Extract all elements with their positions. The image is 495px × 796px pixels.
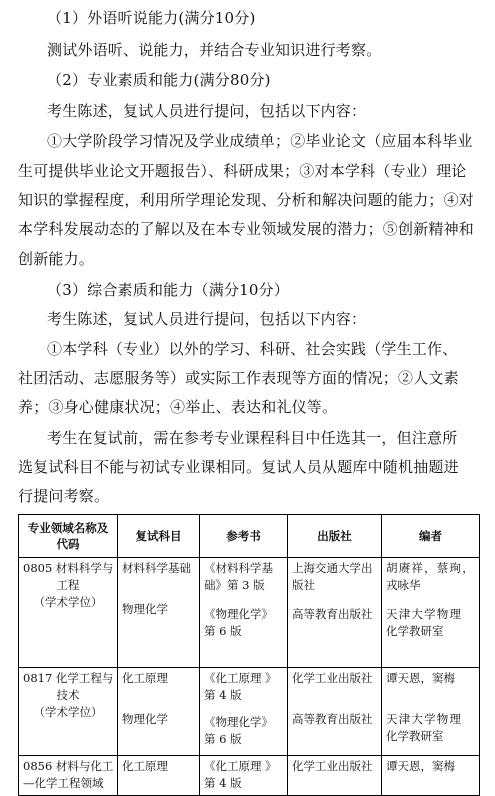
paragraph-text: 考生陈述，复试人员进行提问，包括以下内容：	[47, 310, 367, 328]
reference-book-cell: 《化工原理 》 第 4 版 《物理化学》 第 6 版	[200, 668, 288, 756]
paragraph-text: 考生陈述，复试人员进行提问，包括以下内容：	[47, 102, 367, 120]
header-subject: 复试科目	[118, 515, 200, 558]
section-heading-comprehensive: （3）综合素质和能力（满分10分）	[47, 281, 290, 299]
paragraph-text: 养；③身心健康状况；④举止、表达和礼仪等。	[18, 398, 338, 416]
subject-cell: 化工原理	[118, 756, 200, 796]
table-row	[19, 756, 480, 796]
paragraph-text: 生可提供毕业论文开题报告）、科研成果；③对本学科（专业）理论	[18, 162, 467, 180]
subject-cell: 材料科学基础 物理化学	[118, 558, 200, 668]
paragraph-text: 创新能力。	[18, 250, 95, 268]
paragraph-text: 选复试科目不能与初试专业课相同。复试人员从题库中随机抽题进	[18, 458, 459, 476]
subject-cell: 化工原理 物理化学	[118, 668, 200, 756]
editor-cell: 胡赓祥，蔡珣， 戎咏华 天津大学物理 化学教研室	[382, 558, 480, 668]
table-row	[19, 558, 480, 668]
publisher-cell: 化学工业出版社 高等教育出版社	[288, 668, 382, 756]
field-name-cell: 0817 化学工程与 技术 （学术学位）	[19, 668, 118, 756]
reference-book-cell: 《化工原理 》 第 4 版	[200, 756, 288, 796]
section-heading-foreign-language: （1）外语听说能力(满分10分)	[47, 9, 256, 27]
section-heading-professional: （2）专业素质和能力(满分80分)	[47, 71, 271, 89]
paragraph-text: ①本学科（专业）以外的学习、科研、社会实践（学生工作、	[47, 340, 458, 358]
header-publisher: 出版社	[288, 515, 382, 558]
paragraph-text: 社团活动、志愿服务等）或实际工作表现等方面的情况；②人文素	[18, 369, 459, 387]
paragraph-text: 本学科发展动态的了解以及在本专业领域发展的潜力；⑤创新精神和	[18, 220, 475, 238]
publisher-cell: 上海交通大学出 版社 高等教育出版社	[288, 558, 382, 668]
header-field-name: 专业领域名称及 代码	[19, 515, 118, 558]
reference-book-table	[18, 514, 480, 796]
editor-cell: 谭天恩，窦梅 天津大学物理 化学教研室	[382, 668, 480, 756]
paragraph-text: 知识的掌握程度，利用所学理论发现、分析和解决问题的能力；④对	[18, 191, 475, 209]
header-editor: 编者	[382, 515, 480, 558]
publisher-cell: 化学工业出版社	[288, 756, 382, 796]
paragraph-text: 测试外语听、说能力，并结合专业知识进行考察。	[47, 41, 382, 59]
table-header-row	[19, 515, 480, 558]
paragraph-text: 行提问考察。	[18, 487, 110, 505]
header-reference-book: 参考书	[200, 515, 288, 558]
table-row	[19, 668, 480, 756]
field-name-cell: 0805 材料科学与 工程 （学术学位）	[19, 558, 118, 668]
editor-cell: 谭天恩，窦梅	[382, 756, 480, 796]
field-name-cell: 0856 材料与化工 —化学工程领域	[19, 756, 118, 796]
reference-book-cell: 《材料科学基 础》第 3 版 《物理化学》 第 6 版	[200, 558, 288, 668]
paragraph-text: ①大学阶段学习情况及学业成绩单；②毕业论文（应届本科毕业	[47, 132, 473, 150]
paragraph-text: 考生在复试前，需在参考专业课程科目中任选其一，但注意所	[47, 429, 458, 447]
